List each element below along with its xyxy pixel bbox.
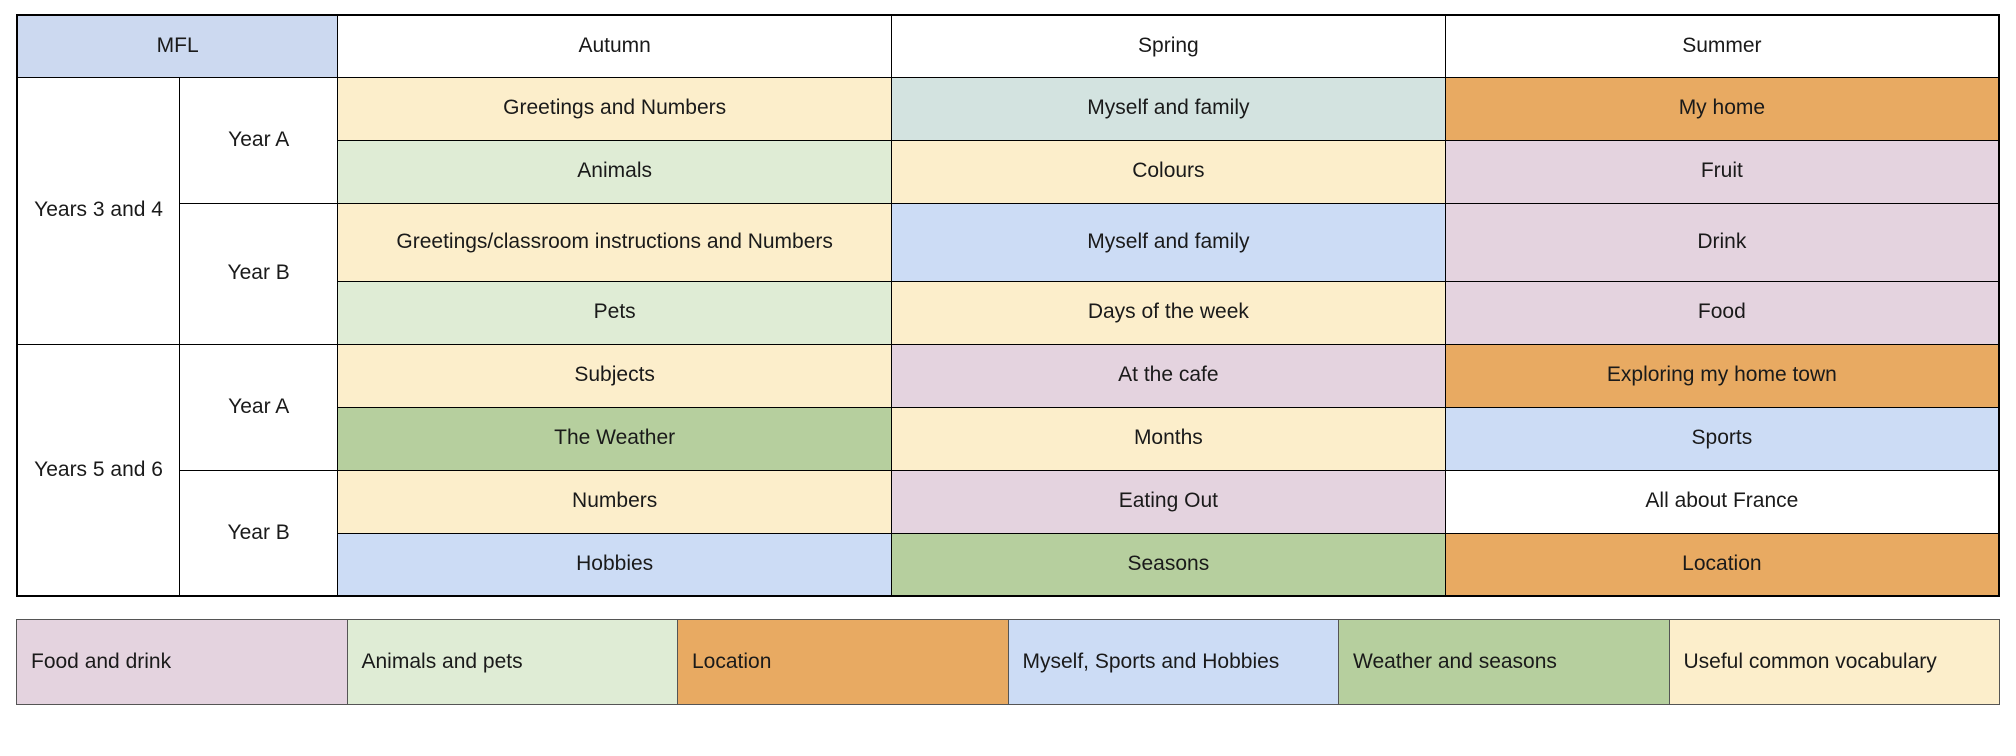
topic-cell: My home [1445, 77, 1999, 140]
table-row [17, 203, 1999, 281]
topic-cell: Colours [892, 140, 1446, 203]
legend-item-label: Food and drink [31, 649, 172, 673]
topic-cell: Food [1445, 281, 1999, 344]
legend-item [17, 620, 348, 704]
legend-item-label: Myself, Sports and Hobbies [1022, 649, 1280, 673]
topic-cell: Animals [338, 140, 892, 203]
legend-item-label: Weather and seasons [1353, 649, 1557, 673]
legend-item [678, 620, 1009, 704]
table-header-row [17, 15, 1999, 77]
table-row [17, 470, 1999, 533]
topic-cell: Subjects [338, 344, 892, 407]
table-row [17, 344, 1999, 407]
topic-cell: Hobbies [338, 533, 892, 596]
topic-cell: Sports [1445, 407, 1999, 470]
group-label-years-3-4: Years 3 and 4 [17, 77, 180, 344]
legend-item [1339, 620, 1670, 704]
group-label-years-5-6: Years 5 and 6 [17, 344, 180, 596]
topic-cell: Fruit [1445, 140, 1999, 203]
year-label-5-6-b: Year B [180, 470, 338, 596]
topic-cell: Drink [1445, 203, 1999, 281]
topic-cell: Exploring my home town [1445, 344, 1999, 407]
topic-cell: Myself and family [892, 77, 1446, 140]
year-label-3-4-a: Year A [180, 77, 338, 203]
term-header-spring: Spring [892, 15, 1446, 77]
legend-item-label: Location [692, 649, 772, 673]
legend-item [1670, 620, 2000, 704]
legend-item-label: Useful common vocabulary [1683, 649, 1937, 673]
legend-item-label: Animals and pets [361, 649, 523, 673]
topic-cell: Greetings and Numbers [338, 77, 892, 140]
topic-cell: Pets [338, 281, 892, 344]
legend-item [348, 620, 679, 704]
topic-cell: Months [892, 407, 1446, 470]
topic-cell: Days of the week [892, 281, 1446, 344]
year-label-3-4-b: Year B [180, 203, 338, 344]
topic-cell: Numbers [338, 470, 892, 533]
legend-item [1009, 620, 1340, 704]
table-row [17, 77, 1999, 140]
topic-cell: All about France [1445, 470, 1999, 533]
topic-cell: At the cafe [892, 344, 1446, 407]
topic-cell: Eating Out [892, 470, 1446, 533]
topic-cell: Greetings/classroom instructions and Numbers [338, 203, 892, 281]
topic-cell: Location [1445, 533, 1999, 596]
year-label-5-6-a: Year A [180, 344, 338, 470]
colour-key-legend [16, 619, 2000, 705]
term-header-summer: Summer [1445, 15, 1999, 77]
term-header-autumn: Autumn [338, 15, 892, 77]
topic-cell: Seasons [892, 533, 1446, 596]
subject-title: MFL [17, 15, 338, 77]
topic-cell: The Weather [338, 407, 892, 470]
topic-cell: Myself and family [892, 203, 1446, 281]
curriculum-map-table [16, 14, 2000, 597]
